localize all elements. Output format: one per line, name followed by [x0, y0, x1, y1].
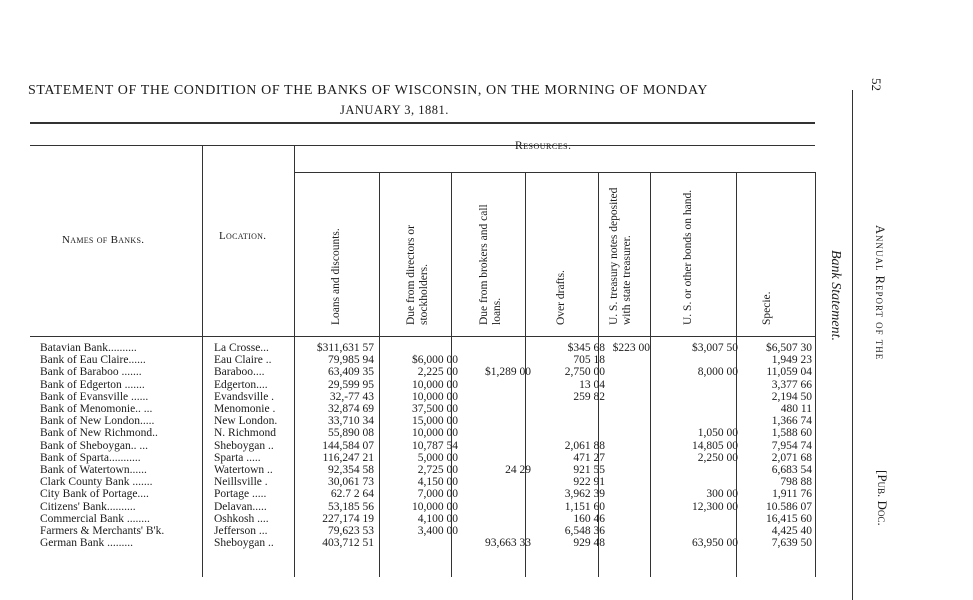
cell-specie: $6,507 30: [766, 342, 812, 354]
bank-name: Bank of Eau Claire......: [40, 355, 146, 367]
cell-specie: 1,911 76: [772, 488, 812, 501]
cell-specie: 6,683 54: [771, 464, 812, 476]
cell-bonds: 14,805 00: [692, 439, 738, 452]
cell-bonds: 2,250 00: [697, 451, 738, 464]
header-names-of-banks: Names of Banks.: [62, 234, 145, 246]
header-brokers: Due from brokers and call loans.: [478, 204, 503, 325]
cell-directors: 5,000 00: [417, 451, 458, 464]
cell-loans: 144,584 07: [322, 439, 374, 452]
header-specie: Specie.: [761, 291, 773, 325]
cell-directors: 37,500 00: [412, 403, 458, 415]
bank-location: Delavan.....: [214, 501, 267, 513]
cell-specie: 4,425 40: [771, 525, 812, 537]
bank-name: Bank of Sheboygan.. ...: [40, 440, 148, 452]
cell-overdrafts: 13 04: [579, 378, 605, 391]
cell-overdrafts: 6,548 36: [564, 525, 605, 537]
cell-loans: 63,409 35: [328, 366, 374, 379]
cell-brokers: $1,289 00: [485, 366, 531, 379]
cell-specie: 16,415 60: [766, 512, 812, 525]
doc-label: [Pub. Doc.: [875, 470, 890, 526]
header-resources: Resources.: [515, 140, 572, 152]
cell-overdrafts: 929 48: [573, 537, 605, 550]
cell-brokers: 93,663 33: [485, 537, 531, 550]
cell-specie: 2,071 68: [771, 451, 812, 464]
cell-loans: 79,623 53: [328, 525, 374, 537]
bank-location: Menomonie .: [214, 404, 276, 415]
cell-overdrafts: 471 27: [573, 451, 605, 464]
table-row: [0, 514, 820, 526]
header-overdrafts: Over drafts.: [555, 270, 567, 325]
cell-treasury: $223 00: [612, 342, 650, 354]
cell-directors: 3,400 00: [417, 525, 458, 537]
cell-loans: $311,631 57: [316, 342, 374, 354]
cell-overdrafts: 2,061 88: [564, 439, 605, 452]
bank-name: Bank of Sparta...........: [40, 452, 141, 464]
cell-overdrafts: 2,750 00: [564, 366, 605, 379]
table-row: [0, 380, 820, 392]
running-head: Annual Report of the: [873, 225, 887, 361]
cell-specie: 798 88: [780, 476, 812, 489]
cell-directors: 7,000 00: [417, 488, 458, 501]
cell-loans: 227,174 19: [322, 512, 374, 525]
cell-bonds: 1,050 00: [697, 427, 738, 440]
cell-specie: 7,639 50: [771, 537, 812, 550]
cell-directors: 10,000 00: [412, 390, 458, 403]
cell-loans: 29,599 95: [328, 378, 374, 391]
table-row: [0, 465, 820, 477]
cell-loans: 79,985 94: [328, 354, 374, 367]
table-row: [0, 404, 820, 416]
bank-name: City Bank of Portage....: [40, 489, 149, 501]
cell-overdrafts: 3,962 39: [564, 488, 605, 501]
cell-overdrafts: 1,151 60: [564, 500, 605, 513]
bank-name: Citizens' Bank..........: [40, 501, 136, 513]
bank-location: N. Richmond: [214, 428, 276, 440]
bank-location: Portage .....: [214, 489, 267, 501]
cell-directors: 4,150 00: [417, 476, 458, 489]
bank-location: Edgerton....: [214, 379, 268, 391]
cell-directors: 10,000 00: [412, 500, 458, 513]
table-row: [0, 428, 820, 440]
bank-location: Jefferson ...: [214, 526, 268, 537]
table-row: [0, 355, 820, 367]
table-row: [0, 416, 820, 428]
table-row: [0, 367, 820, 379]
bank-location: Sparta .....: [214, 452, 261, 464]
table-row: [0, 453, 820, 465]
bank-location: La Crosse...: [214, 343, 269, 354]
cell-loans: 55,890 08: [328, 427, 374, 440]
cell-directors: 2,225 00: [417, 366, 458, 379]
section-title: Bank Statement.: [828, 250, 843, 341]
cell-bonds: 63,950 00: [692, 537, 738, 550]
bank-name: Commercial Bank ........: [40, 513, 150, 525]
table-row: [0, 441, 820, 453]
table-row: [0, 489, 820, 501]
page-subtitle: JANUARY 3, 1881.: [340, 103, 449, 117]
page-title: STATEMENT OF THE CONDITION OF THE BANKS OF WISCONSIN, ON THE MORNING OF MONDAY: [28, 83, 709, 98]
cell-brokers: 24 29: [505, 464, 531, 476]
bank-location: Sheboygan ..: [214, 440, 274, 452]
header-loans: Loans and discounts.: [330, 228, 342, 325]
cell-specie: 3,377 66: [771, 378, 812, 391]
rule-header-bottom: [30, 336, 815, 337]
cell-specie: 1,949 23: [771, 354, 812, 367]
bank-name: Batavian Bank..........: [40, 343, 137, 354]
bank-name: Bank of Evansville ......: [40, 391, 149, 403]
bank-location: Oshkosh ....: [214, 513, 269, 525]
cell-overdrafts: 705 18: [573, 354, 605, 367]
table-row: [0, 343, 820, 355]
cell-overdrafts: 160 46: [573, 512, 605, 525]
cell-directors: 4,100 00: [417, 512, 458, 525]
bank-location: Sheboygan ..: [214, 538, 274, 550]
bank-name: Bank of Baraboo .......: [40, 367, 142, 379]
cell-bonds: 12,300 00: [692, 500, 738, 513]
bank-location: New London.: [214, 416, 278, 428]
page-number: 52: [869, 78, 884, 91]
header-treasury: U. S. treasury notes deposited with state treasurer.: [608, 187, 633, 325]
cell-specie: 1,366 74: [771, 415, 812, 428]
bank-location: Watertown ..: [214, 465, 273, 476]
header-directors: Due from directors or stockholders.: [405, 225, 430, 325]
cell-specie: 1,588 60: [771, 427, 812, 440]
bank-name: Bank of New London.....: [40, 416, 155, 428]
cell-overdrafts: 259 82: [573, 390, 605, 403]
header-location: Location.: [219, 230, 267, 242]
cell-bonds: 8,000 00: [697, 366, 738, 379]
cell-specie: 2,194 50: [771, 390, 812, 403]
bank-name: Farmers & Merchants' B'k.: [40, 526, 165, 537]
bank-name: German Bank .........: [40, 538, 133, 550]
cell-directors: 10,000 00: [412, 378, 458, 391]
cell-specie: 480 11: [780, 403, 812, 415]
cell-loans: 53,185 56: [328, 500, 374, 513]
cell-loans: 62.7 2 64: [330, 488, 374, 501]
table-row: [0, 392, 820, 404]
cell-specie: 7,954 74: [771, 439, 812, 452]
cell-loans: 32,874 69: [328, 403, 374, 415]
table-row: [0, 477, 820, 489]
bank-location: Evandsville .: [214, 391, 275, 403]
cell-loans: 30,061 73: [328, 476, 374, 489]
cell-overdrafts: 921 55: [573, 464, 605, 476]
cell-loans: 403,712 51: [322, 537, 374, 550]
header-bonds: U. S. or other bonds on hand.: [682, 189, 694, 325]
bank-name: Bank of New Richmond..: [40, 428, 158, 440]
bank-location: Eau Claire ..: [214, 355, 272, 367]
rule-top: [30, 122, 815, 124]
table-row: [0, 538, 820, 550]
cell-loans: 33,710 34: [328, 415, 374, 428]
cell-directors: 2,725 00: [417, 464, 458, 476]
bank-name: Bank of Menomonie.. ...: [40, 404, 153, 415]
bank-name: Clark County Bank .......: [40, 477, 153, 489]
cell-overdrafts: 922 91: [573, 476, 605, 489]
table-row: [0, 502, 820, 514]
cell-specie: 11,059 04: [766, 366, 812, 379]
bank-name: Bank of Edgerton .......: [40, 379, 145, 391]
margin-rule: [852, 90, 853, 600]
cell-loans: 32,-77 43: [329, 390, 374, 403]
rule-header-top: [30, 145, 815, 146]
bank-location: Neillsville .: [214, 477, 268, 489]
bank-location: Baraboo....: [214, 367, 265, 379]
cell-directors: 15,000 00: [412, 415, 458, 428]
cell-bonds: 300 00: [706, 488, 738, 501]
cell-overdrafts: $345 68: [567, 342, 605, 354]
table-row: [0, 526, 820, 538]
cell-loans: 92,354 58: [328, 464, 374, 476]
cell-directors: 10,787 54: [412, 439, 458, 452]
cell-bonds: $3,007 50: [692, 342, 738, 354]
cell-directors: $6,000 00: [412, 354, 458, 367]
cell-specie: 10.586 07: [766, 500, 812, 513]
cell-loans: 116,247 21: [322, 451, 374, 464]
bank-name: Bank of Watertown......: [40, 465, 147, 476]
cell-directors: 10,000 00: [412, 427, 458, 440]
